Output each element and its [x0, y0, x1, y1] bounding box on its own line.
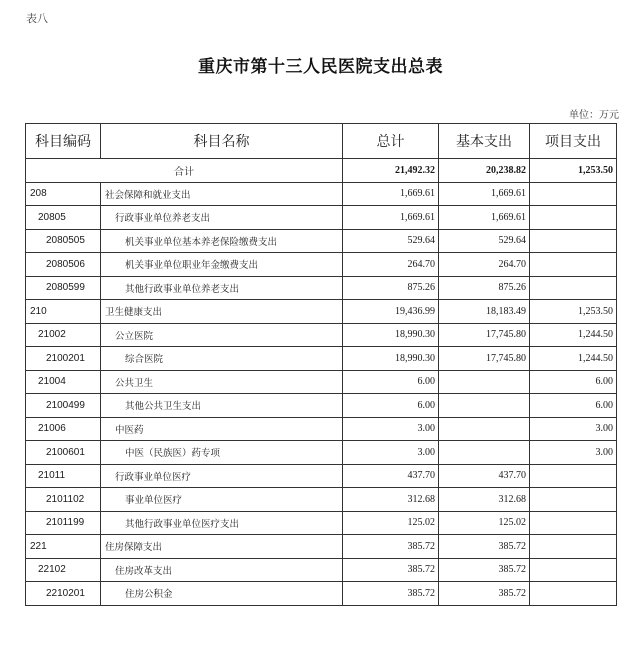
row-total: 125.02	[343, 511, 439, 535]
table-row	[26, 206, 617, 230]
row-total: 312.68	[343, 488, 439, 512]
row-basic	[439, 417, 530, 441]
row-basic: 264.70	[439, 253, 530, 277]
row-code: 2101102	[26, 488, 101, 512]
row-name: 其他公共卫生支出	[101, 394, 343, 418]
row-name: 住房改革支出	[101, 558, 343, 582]
row-basic: 17,745.80	[439, 347, 530, 371]
row-name: 公立医院	[101, 323, 343, 347]
row-code: 2080505	[26, 229, 101, 253]
row-project: 1,244.50	[530, 347, 617, 371]
row-name: 中医（民族医）药专项	[101, 441, 343, 465]
header-code: 科目编码	[26, 124, 101, 159]
row-basic	[439, 370, 530, 394]
row-project: 6.00	[530, 394, 617, 418]
row-project	[530, 253, 617, 277]
row-project	[530, 535, 617, 559]
table-row	[26, 511, 617, 535]
row-name: 行政事业单位养老支出	[101, 206, 343, 230]
row-basic: 437.70	[439, 464, 530, 488]
table-row	[26, 370, 617, 394]
row-code: 2100499	[26, 394, 101, 418]
row-name: 社会保障和就业支出	[101, 182, 343, 206]
row-total: 385.72	[343, 558, 439, 582]
table-row	[26, 488, 617, 512]
header-total: 总计	[343, 124, 439, 159]
row-name: 其他行政事业单位养老支出	[101, 276, 343, 300]
row-code: 20805	[26, 206, 101, 230]
row-name: 住房保障支出	[101, 535, 343, 559]
row-basic: 385.72	[439, 535, 530, 559]
table-row	[26, 558, 617, 582]
row-basic: 529.64	[439, 229, 530, 253]
row-total: 18,990.30	[343, 323, 439, 347]
row-basic: 385.72	[439, 582, 530, 606]
row-basic: 1,669.61	[439, 182, 530, 206]
header-name: 科目名称	[101, 124, 343, 159]
table-row	[26, 347, 617, 371]
row-name: 行政事业单位医疗	[101, 464, 343, 488]
row-total: 385.72	[343, 582, 439, 606]
row-project: 3.00	[530, 417, 617, 441]
row-name: 中医药	[101, 417, 343, 441]
row-total: 3.00	[343, 441, 439, 465]
row-name: 机关事业单位基本养老保险缴费支出	[101, 229, 343, 253]
row-code: 210	[26, 300, 101, 324]
row-code: 221	[26, 535, 101, 559]
row-project: 3.00	[530, 441, 617, 465]
row-basic	[439, 441, 530, 465]
row-name: 机关事业单位职业年金缴费支出	[101, 253, 343, 277]
row-total: 529.64	[343, 229, 439, 253]
header-project: 项目支出	[530, 124, 617, 159]
table-row	[26, 441, 617, 465]
row-total: 264.70	[343, 253, 439, 277]
row-total: 19,436.99	[343, 300, 439, 324]
row-project	[530, 464, 617, 488]
row-code: 21002	[26, 323, 101, 347]
row-code: 2100201	[26, 347, 101, 371]
row-code: 208	[26, 182, 101, 206]
expenditure-table	[25, 123, 617, 606]
table-number-label: 表八	[26, 12, 48, 25]
row-name: 其他行政事业单位医疗支出	[101, 511, 343, 535]
row-code: 2080599	[26, 276, 101, 300]
row-code: 2210201	[26, 582, 101, 606]
row-name: 公共卫生	[101, 370, 343, 394]
row-project	[530, 276, 617, 300]
row-basic	[439, 394, 530, 418]
page-title: 重庆市第十三人民医院支出总表	[198, 57, 443, 77]
total-row	[26, 159, 617, 183]
table-row	[26, 582, 617, 606]
row-total: 3.00	[343, 417, 439, 441]
row-name: 卫生健康支出	[101, 300, 343, 324]
table-row	[26, 464, 617, 488]
row-total: 1,669.61	[343, 206, 439, 230]
table-row	[26, 229, 617, 253]
row-code: 2101199	[26, 511, 101, 535]
row-basic: 1,669.61	[439, 206, 530, 230]
total-project: 1,253.50	[530, 159, 617, 183]
row-name: 综合医院	[101, 347, 343, 371]
table-row	[26, 417, 617, 441]
row-code: 2080506	[26, 253, 101, 277]
row-project	[530, 511, 617, 535]
row-code: 21006	[26, 417, 101, 441]
row-basic: 18,183.49	[439, 300, 530, 324]
row-total: 18,990.30	[343, 347, 439, 371]
row-code: 2100601	[26, 441, 101, 465]
row-total: 6.00	[343, 394, 439, 418]
row-basic: 17,745.80	[439, 323, 530, 347]
table-row	[26, 535, 617, 559]
row-code: 21004	[26, 370, 101, 394]
total-basic: 20,238.82	[439, 159, 530, 183]
row-project: 1,244.50	[530, 323, 617, 347]
row-project	[530, 182, 617, 206]
header-basic: 基本支出	[439, 124, 530, 159]
row-project	[530, 206, 617, 230]
row-basic: 385.72	[439, 558, 530, 582]
row-project	[530, 229, 617, 253]
row-project: 6.00	[530, 370, 617, 394]
table-row	[26, 323, 617, 347]
row-code: 22102	[26, 558, 101, 582]
table-row	[26, 182, 617, 206]
row-basic: 875.26	[439, 276, 530, 300]
row-project	[530, 488, 617, 512]
row-project	[530, 582, 617, 606]
header-row	[26, 124, 617, 159]
row-total: 385.72	[343, 535, 439, 559]
table-row	[26, 300, 617, 324]
row-code: 21011	[26, 464, 101, 488]
table-row	[26, 253, 617, 277]
row-total: 6.00	[343, 370, 439, 394]
row-total: 437.70	[343, 464, 439, 488]
total-label: 合计	[26, 159, 343, 183]
row-name: 住房公积金	[101, 582, 343, 606]
row-basic: 125.02	[439, 511, 530, 535]
total-total: 21,492.32	[343, 159, 439, 183]
row-project: 1,253.50	[530, 300, 617, 324]
unit-label: 单位：万元	[569, 110, 619, 121]
table-row	[26, 394, 617, 418]
row-total: 1,669.61	[343, 182, 439, 206]
table-row	[26, 276, 617, 300]
row-project	[530, 558, 617, 582]
row-total: 875.26	[343, 276, 439, 300]
row-name: 事业单位医疗	[101, 488, 343, 512]
row-basic: 312.68	[439, 488, 530, 512]
